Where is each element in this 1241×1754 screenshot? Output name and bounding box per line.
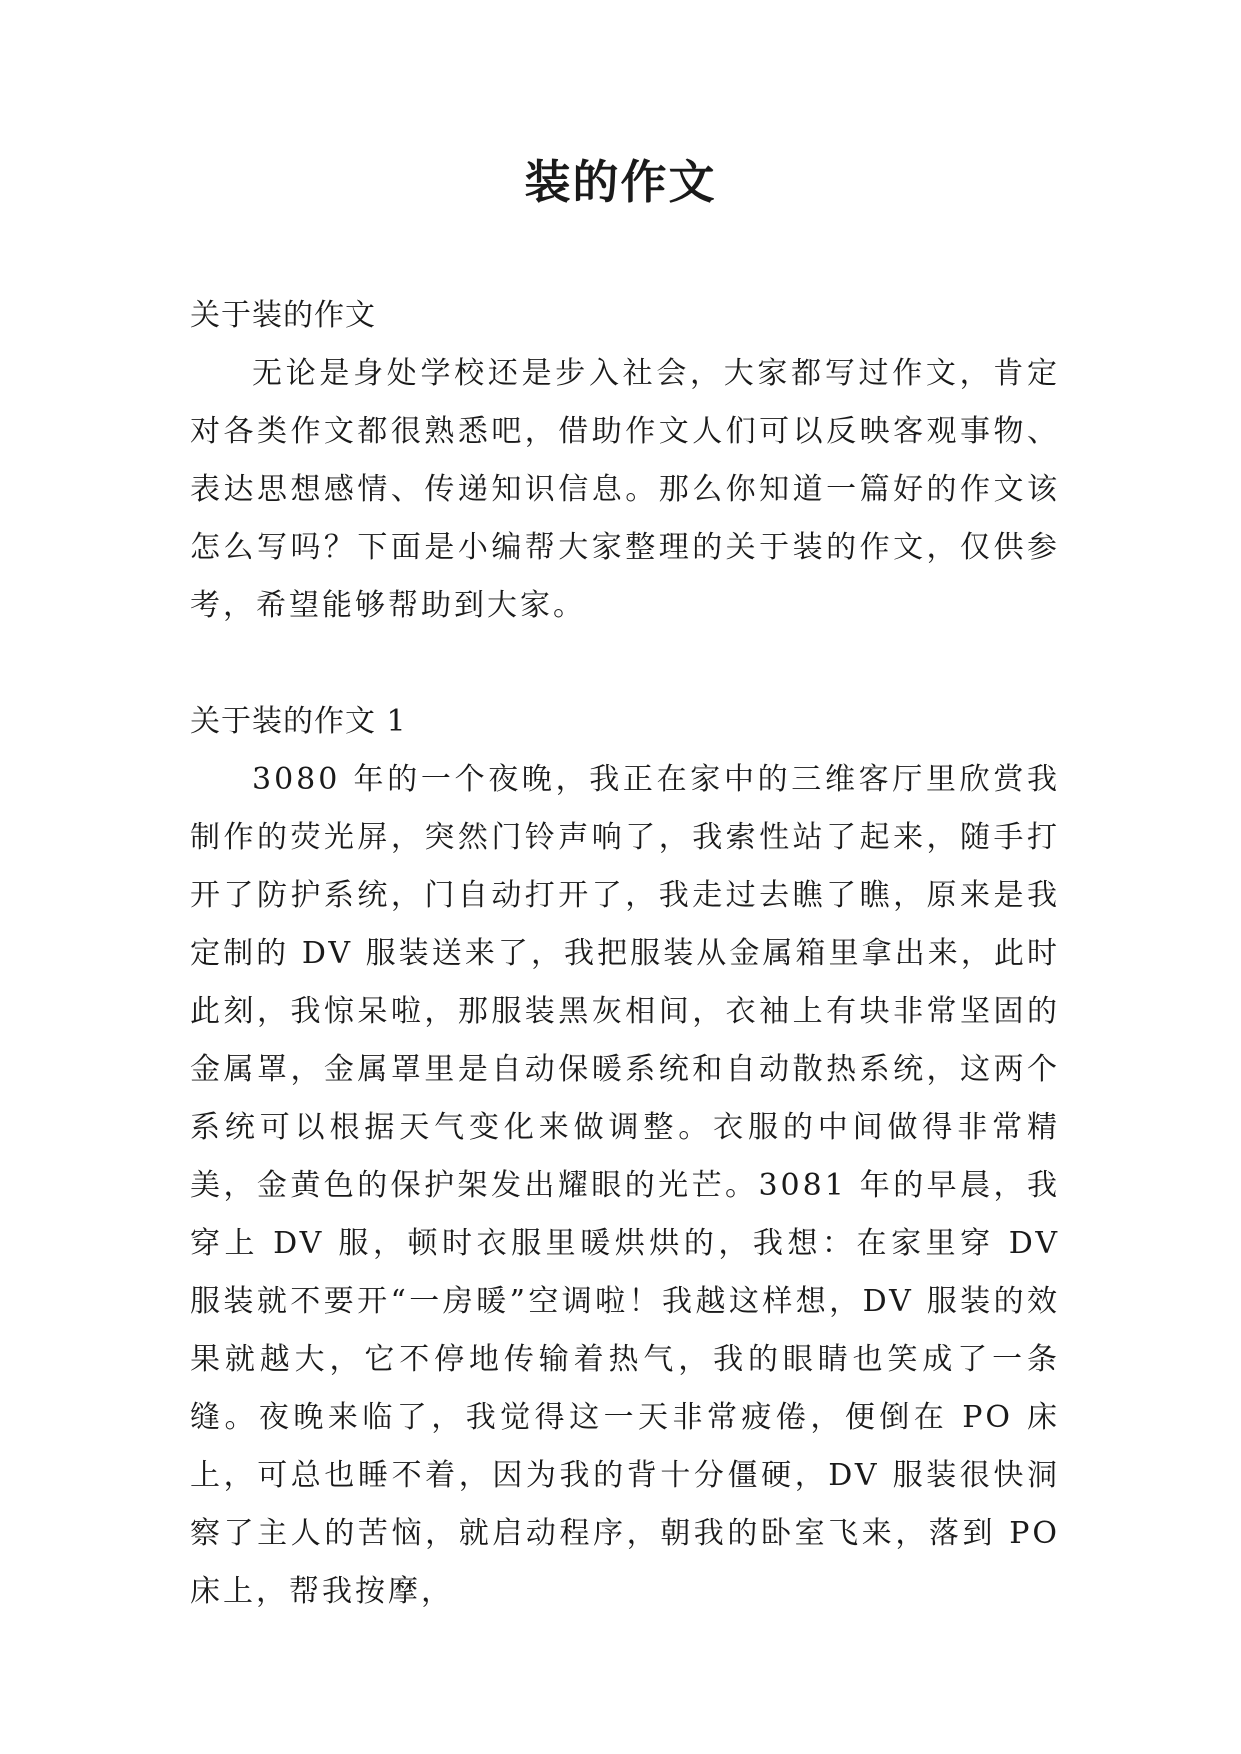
section1-paragraph: 3080 年的一个夜晚，我正在家中的三维客厅里欣赏我制作的荧光屏，突然门铃声响了，我索性站了起来，随手打开了防护系统，门自动打开了，我走过去瞧了瞧，原来是我定制的 DV 服装送来了，我把服装从金属箱里拿出来，此时此刻，我惊呆啦，那服装黑灰相间，衣袖上有块非常坚固的金属罩，金属罩里是自动保暖系统和自动散热系统，这两个系统可以根据天气变化来做调整。衣服的中间做得非常精美，金黄色的保护架发出耀眼的光芒。3081 年的早晨，我穿上 DV 服，顿时衣服里暖烘烘的，我想：在家里穿 DV 服装就不要开“一房暖”空调啦！我越这样想，DV 服装的效果就越大，它不停地传输着热气，我的眼睛也笑成了一条缝。夜晚来临了，我觉得这一天非常疲倦，便倒在 PO 床上，可总也睡不着，因为我的背十分僵硬，DV 服装很快洞察了主人的苦恼，就启动程序，朝我的卧室飞来，落到 PO 床上，帮我按摩， [190, 762, 1060, 1609]
section1-heading: 关于装的作文 1 [190, 704, 407, 739]
section-spacer [190, 635, 1060, 693]
document-title: 装的作文 [524, 155, 717, 209]
document-body [190, 287, 1060, 1621]
intro-heading: 关于装的作文 [190, 298, 376, 333]
intro-paragraph: 无论是身处学校还是步入社会，大家都写过作文，肯定对各类作文都很熟悉吧，借助作文人们可以反映客观事物、表达思想感情、传递知识信息。那么你知道一篇好的作文该怎么写吗？下面是小编帮大家整理的关于装的作文，仅供参考，希望能够帮助到大家。 [190, 356, 1060, 623]
